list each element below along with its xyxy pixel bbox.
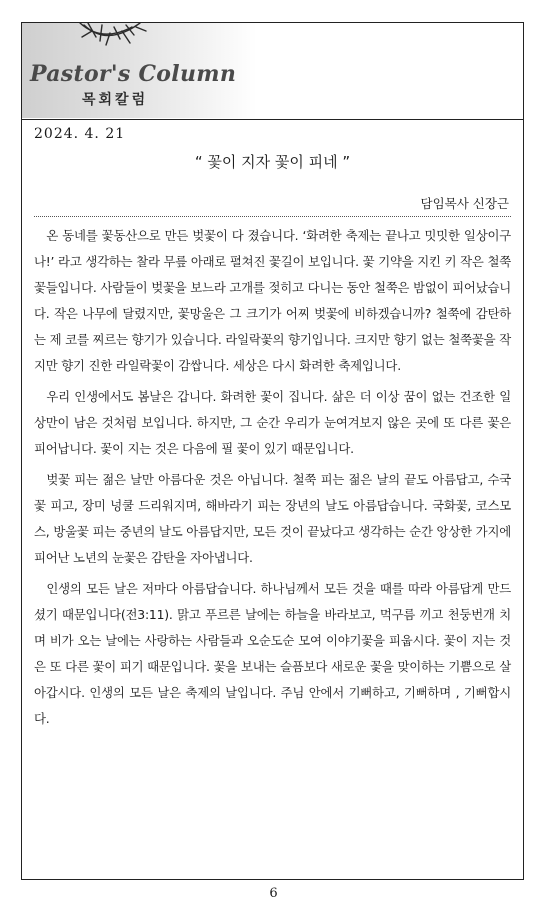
article-author: 담임목사 신장근 (420, 196, 509, 211)
article-title: “ 꽃이 지자 꽃이 피네 ” (194, 153, 351, 171)
article-date: 2024. 4. 21 (34, 126, 126, 142)
column-header (22, 23, 523, 120)
paragraph: 인생의 모든 날은 저마다 아름답습니다. 하나님께서 모든 것을 때를 따라 아름답게 만드셨기 때문입니다(전3:11). 맑고 푸르른 날에는 하늘을 바라보고, 먹구름 끼고 천둥번개 치며 비가 오는 날에는 사랑하는 사람들과 오순도순 모여 이야기꽃을 피웁시다. 꽃이 지는 것은 또 다른 꽃이 피기 때문입니다. 꽃을 보내는 슬픔보다 새로운 꽃을 맞이하는 기쁨으로 살아갑시다. 인생의 모든 날은 축제의 날입니다. 주님 안에서 기뻐하고, 기뻐하며 , 기뻐합시다. (34, 581, 511, 726)
crown-of-thorns-icon (22, 23, 182, 63)
column-title-english: Pastor's Column (30, 61, 237, 87)
article-body (34, 223, 511, 737)
page-number: 6 (269, 886, 278, 901)
paragraph: 우리 인생에서도 봄날은 갑니다. 화려한 꽃이 집니다. 삶은 더 이상 꿈이 없는 건조한 일상만이 남은 것처럼 보입니다. 하지만, 그 순간 우리가 눈여겨보지 않은 곳에 또 다른 꽃은 피어납니다. 꽃이 지는 것은 다음에 필 꽃이 있기 때문입니다. (34, 389, 511, 456)
paragraph: 벚꽃 피는 젊은 날만 아름다운 것은 아닙니다. 철쭉 피는 젊은 날의 끝도 아름답고, 수국꽃 피고, 장미 넝쿨 드리워지며, 해바라기 피는 장년의 날도 아름답습니다. 국화꽃, 코스모스, 방울꽃 피는 중년의 날도 아름답지만, 모든 것이 끝났다고 생각하는 순간 앙상한 가지에 피어난 노년의 눈꽃은 감탄을 자아냅니다. (34, 472, 511, 565)
dotted-divider (34, 216, 511, 217)
column-title-korean: 목회칼럼 (82, 92, 149, 108)
paragraph: 온 동네를 꽃동산으로 만든 벚꽃이 다 졌습니다. ‘화려한 축제는 끝나고 밋밋한 일상이구나!’ 라고 생각하는 찰라 무릎 아래로 펼쳐진 꽃길이 보입니다. 꽃 기약을 지킨 키 작은 철쭉꽃들입니다. 사람들이 벚꽃을 보느라 고개를 젖히고 다니는 동안 철쭉은 밤없이 피어났습니다. 작은 나무에 달렸지만, 꽃망울은 그 크기가 어찌 벚꽃에 비하겠습니까? 철쭉에 감탄하는 제 코를 찌르는 향기가 있습니다. 라일락꽃의 향기입니다. 크지만 향기 없는 철쭉꽃을 작지만 향기 진한 라일락꽃이 감쌉니다. 세상은 다시 화려한 축제입니다. (34, 228, 511, 373)
column-frame (21, 22, 524, 880)
